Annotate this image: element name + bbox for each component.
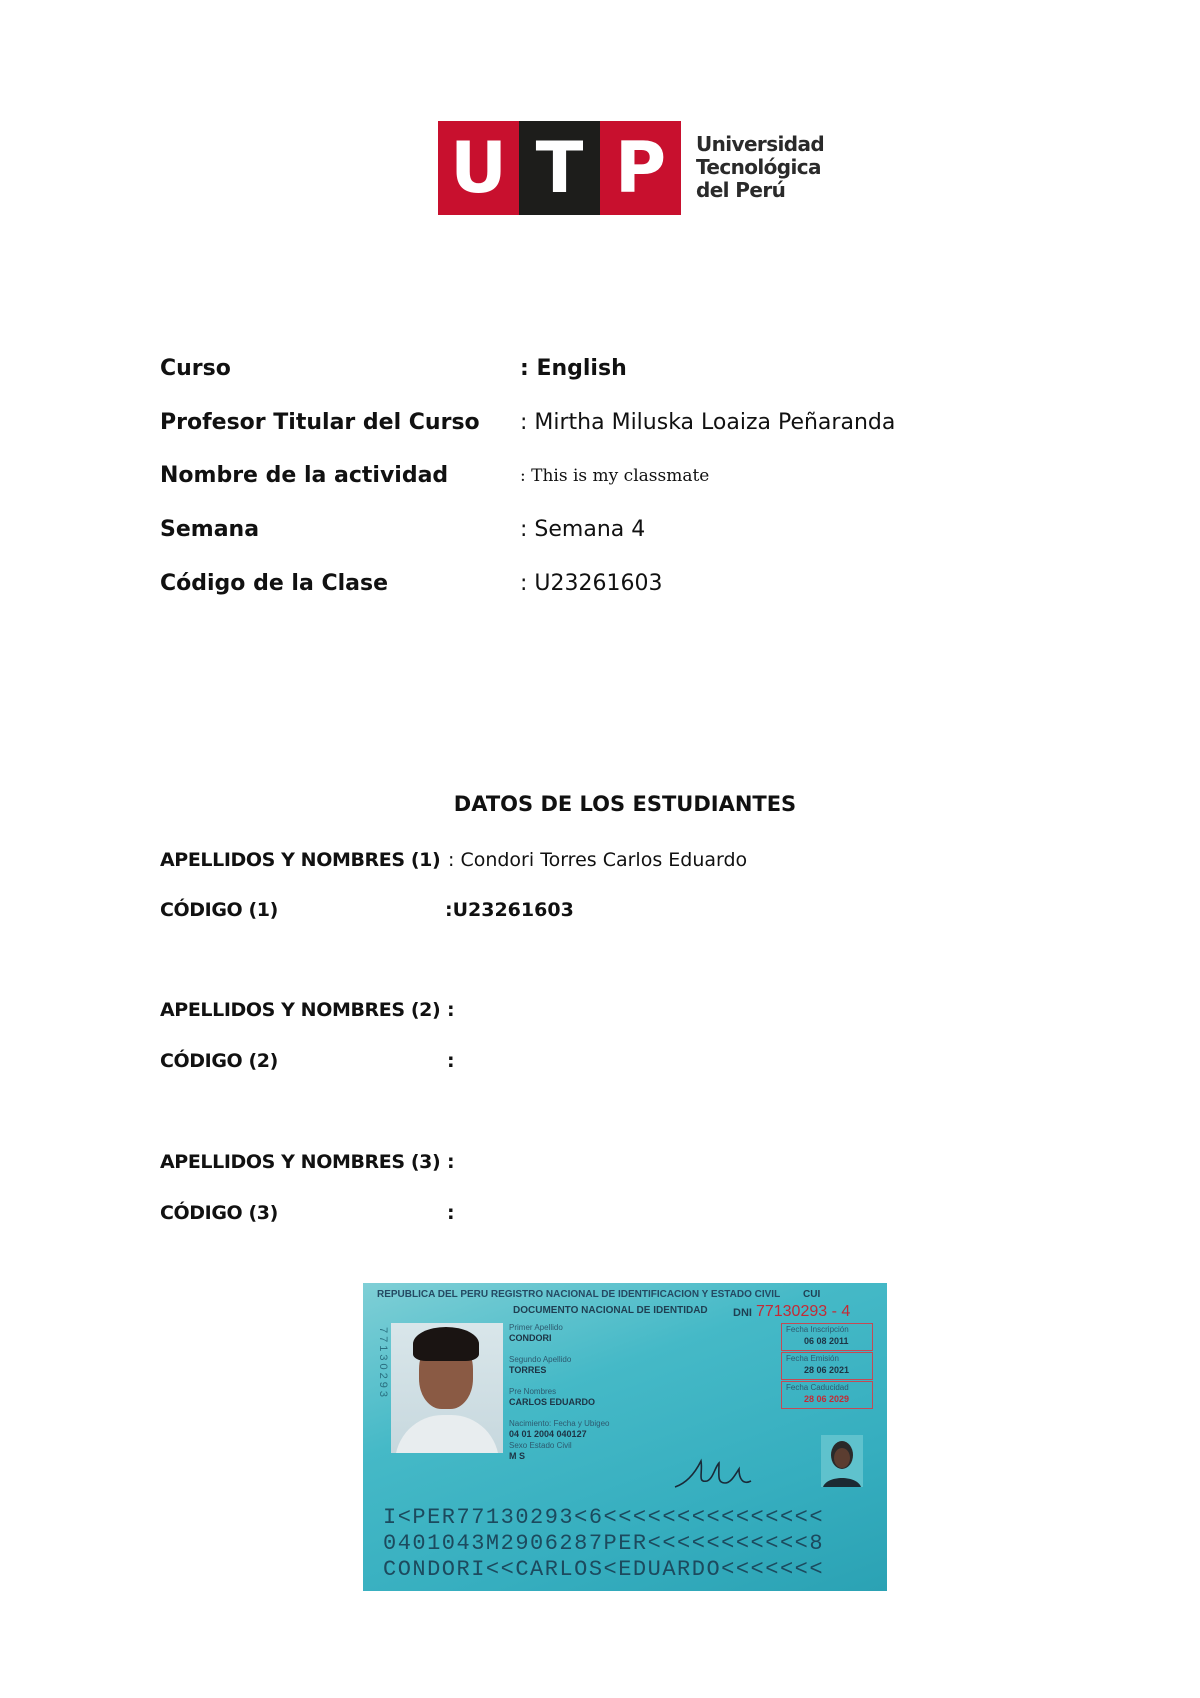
portrait-hair xyxy=(413,1327,479,1361)
course-label: Curso xyxy=(160,356,231,381)
activity-label: Nombre de la actividad xyxy=(160,463,449,488)
card-date-value: 28 06 2021 xyxy=(804,1365,850,1375)
logo-letter-t: T xyxy=(519,121,600,215)
card-date-box xyxy=(781,1323,873,1351)
card-date-label: Fecha Caducidad xyxy=(786,1383,849,1392)
dni-card-image xyxy=(363,1283,887,1591)
card-header: REPUBLICA DEL PERU REGISTRO NACIONAL DE IDENTIFICACION Y ESTADO CIVIL xyxy=(377,1289,781,1300)
portrait-shoulders xyxy=(395,1415,499,1453)
professor-value: : Mirtha Miluska Loaiza Peñaranda xyxy=(520,410,896,435)
student-name-label: APELLIDOS Y NOMBRES (3) xyxy=(160,1151,441,1173)
students-section-title: DATOS DE LOS ESTUDIANTES xyxy=(453,792,797,816)
course-value: : English xyxy=(520,356,627,381)
card-dni-label: DNI xyxy=(733,1307,752,1319)
card-ghost-portrait xyxy=(821,1435,863,1487)
card-cui-label: CUI xyxy=(803,1289,821,1300)
professor-label: Profesor Titular del Curso xyxy=(160,410,480,435)
student-code-label: CÓDIGO (3) xyxy=(160,1202,278,1224)
card-field-value: CARLOS EDUARDO xyxy=(509,1397,596,1407)
week-label: Semana xyxy=(160,517,260,542)
card-mrz-line: CONDORI<<CARLOS<EDUARDO<<<<<<< xyxy=(383,1557,825,1582)
student-name-value: : xyxy=(447,999,455,1021)
card-field-value: 04 01 2004 040127 xyxy=(509,1429,587,1439)
logo-wordmark xyxy=(696,133,824,202)
card-dni xyxy=(733,1303,850,1321)
student-code-value: :U23261603 xyxy=(445,899,574,921)
student-code-label: CÓDIGO (2) xyxy=(160,1050,278,1072)
class-code-label: Código de la Clase xyxy=(160,571,388,596)
logo-letter-u: U xyxy=(438,121,519,215)
utp-logo xyxy=(438,121,823,215)
student-name-label: APELLIDOS Y NOMBRES (2) xyxy=(160,999,441,1021)
card-dni-value: 77130293 - 4 xyxy=(755,1303,851,1320)
student-code-label: CÓDIGO (1) xyxy=(160,899,278,921)
card-date-value: 28 06 2029 xyxy=(804,1394,850,1404)
card-field-label: Primer Apellido xyxy=(509,1323,563,1332)
card-date-label: Fecha Emisión xyxy=(786,1354,839,1363)
student-name-value: : Condori Torres Carlos Eduardo xyxy=(448,849,748,871)
student-name-value: : xyxy=(447,1151,455,1173)
activity-value: : This is my classmate xyxy=(520,466,710,486)
week-value: : Semana 4 xyxy=(520,517,646,542)
logo-line-1: Universidad xyxy=(696,132,825,156)
card-mrz-line: 0401043M2906287PER<<<<<<<<<<<8 xyxy=(383,1531,825,1556)
card-vertical-number: 77130293 xyxy=(377,1327,389,1400)
card-date-box xyxy=(781,1352,873,1380)
card-date-label: Fecha Inscripción xyxy=(786,1325,849,1334)
student-name-label: APELLIDOS Y NOMBRES (1) xyxy=(160,849,441,871)
card-field-label: Segundo Apellido xyxy=(509,1355,572,1364)
card-field-value: M S xyxy=(509,1451,526,1461)
card-field-label: Sexo Estado Civil xyxy=(509,1441,572,1450)
card-signature xyxy=(673,1453,753,1493)
card-field-value: TORRES xyxy=(509,1365,547,1375)
student-code-value: : xyxy=(447,1050,455,1072)
card-doc-title: DOCUMENTO NACIONAL DE IDENTIDAD xyxy=(513,1305,708,1316)
card-field-label: Pre Nombres xyxy=(509,1387,557,1396)
card-field-label: Nacimiento: Fecha y Ubigeo xyxy=(509,1419,610,1428)
card-date-box xyxy=(781,1381,873,1409)
card-date-value: 06 08 2011 xyxy=(804,1336,849,1346)
logo-line-2: Tecnológica xyxy=(696,155,821,179)
student-code-value: : xyxy=(447,1202,455,1224)
logo-line-3: del Perú xyxy=(696,178,786,202)
card-field-value: CONDORI xyxy=(509,1333,552,1343)
class-code-value: : U23261603 xyxy=(520,571,663,596)
card-portrait xyxy=(391,1323,503,1453)
card-mrz-line: I<PER77130293<6<<<<<<<<<<<<<<< xyxy=(383,1505,825,1530)
logo-letter-p: P xyxy=(600,121,681,215)
